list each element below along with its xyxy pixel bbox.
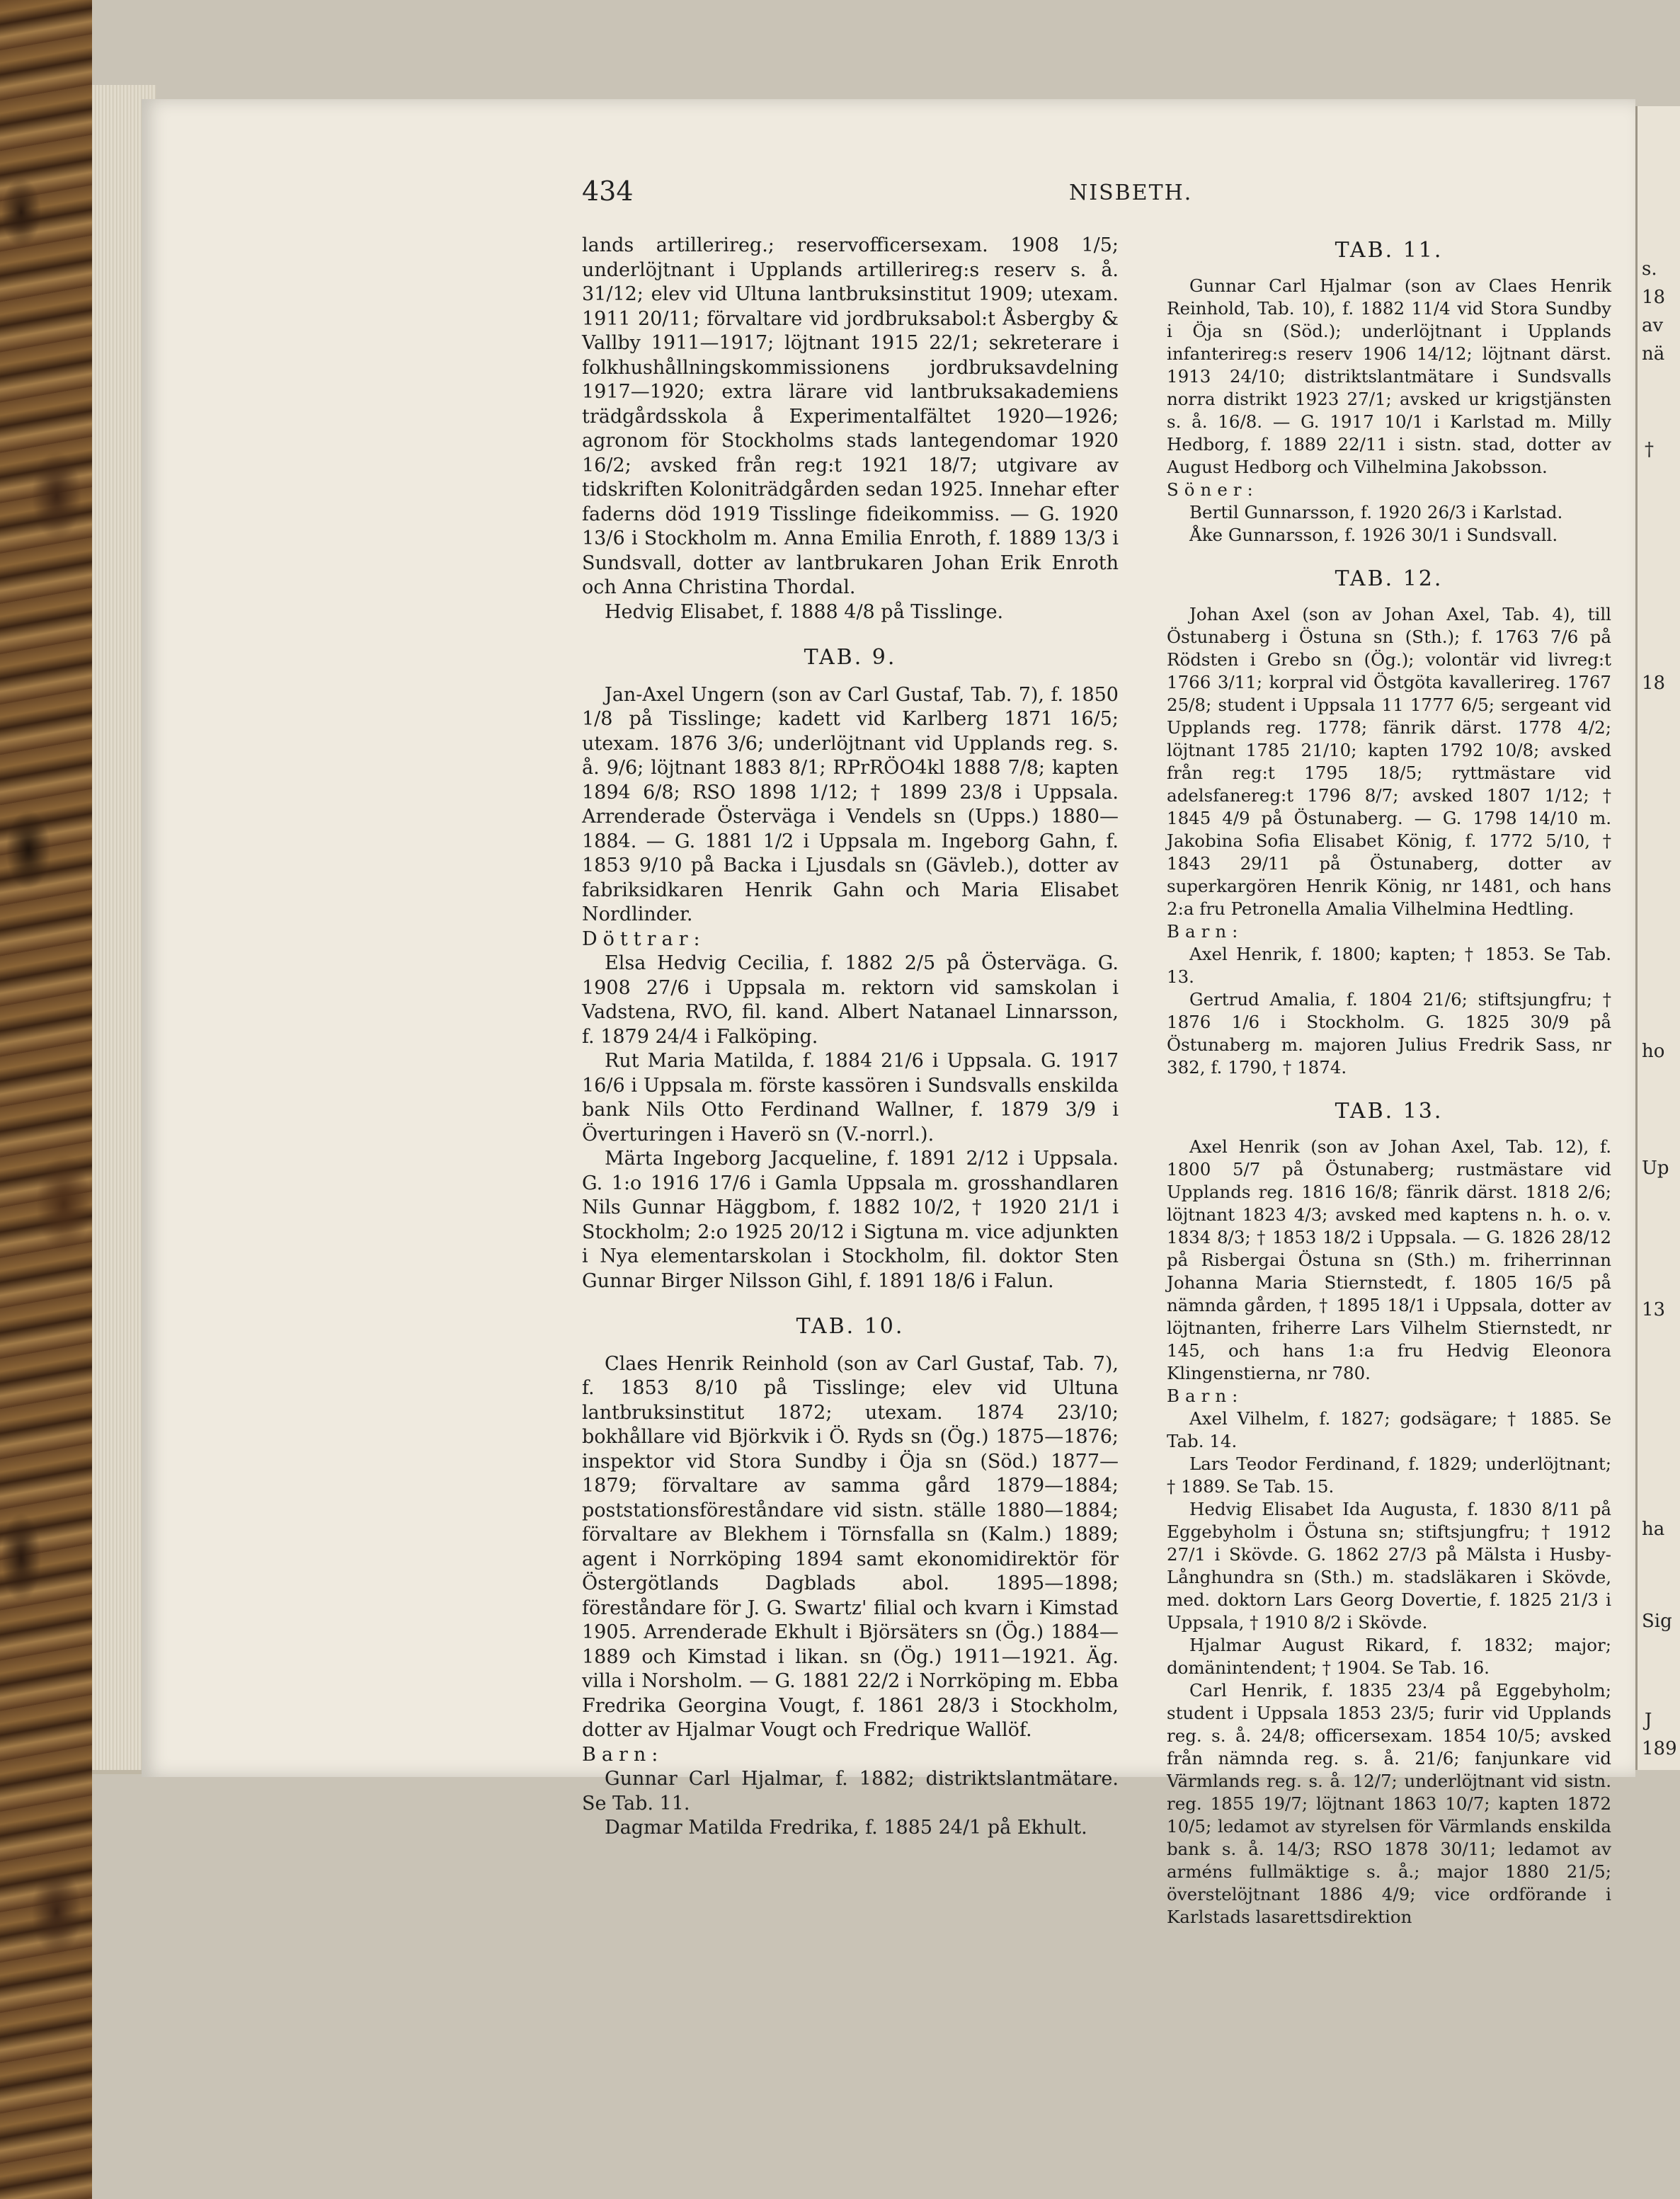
left-column — [582, 234, 1119, 1841]
tab-11-children-label: Söner: — [1167, 479, 1259, 500]
next-page-edge — [1635, 106, 1680, 1770]
intro-paragraph: lands artillerireg.; reservofficersexam. 1908 1/5; underlöjtnant i Upplands artillerireg:s reserv s. å. 31/12; elev vid Ultuna lantbruksinstitut 1909; utexam. 1911 20/11; förvaltare vid jordbruksabol:t Åsbergby & Vallby 1911—1917; löjtnant 1915 22/1; sekreterare i folkhushållningskommissionens jordbruksavdelning 1917—1920; extra lärare vid lantbruksakademiens trädgårdsskola å Experimentalfältet 1920—1926; agronom för Stockholms stads lantegendomar 1920 16/2; avsked från reg:t 1921 18/7; utgivare av tidskriften Koloniträdgården sedan 1925. Innehar efter faderns död 1919 Tisslinge fideikommiss. — G. 1920 13/6 i Stockholm m. Anna Emilia Enroth, f. 1889 13/3 i Sundsvall, dotter av lantbrukaren Johan Erik Enroth och Anna Christina Thordal. — [582, 234, 1119, 598]
margin-mark: ho — [1642, 1041, 1665, 1062]
tab-9-child: Märta Ingeborg Jacqueline, f. 1891 2/12 i Uppsala. G. 1:o 1916 17/6 i Gamla Uppsala m. grosshandlaren Nils Gunnar Häggbom, f. 1882 10/2, † 1920 21/1 i Stockholm; 2:o 1925 20/12 i Sigtuna m. vice adjunkten i Nya elementarskolan i Stockholm, fil. doktor Sten Gunnar Birger Nilsson Gihl, f. 1891 18/6 i Falun. — [582, 1148, 1119, 1292]
tab-9-children-label: Döttrar: — [582, 927, 706, 950]
tab-13-child: Carl Henrik, f. 1835 23/4 på Eggebyholm; student i Uppsala 1853 23/5; furir vid Upplands reg. s. å. 24/8; officersexam. 1854 10/5; avsked från nämnda reg. s. å. 21/6; fanjunkare vid Värmlands reg. s. å. 12/7; underlöjtnant vid sistn. reg. 1855 19/7; löjtnant 1863 10/7; kapten 1872 10/5; ledamot av styrelsen för Värmlands enskilda bank s. å. 14/3; RSO 1878 30/11; ledamot av arméns fullmäktige s. å.; major 1880 21/5; överstelöjtnant 1886 4/9; vice ordförande i Karlstads lasarettsdirektion — [1167, 1680, 1611, 1927]
tab-9-child: Elsa Hedvig Cecilia, f. 1882 2/5 på Österväga. G. 1908 27/6 i Uppsala m. rektorn vid samskolan i Vadstena, RVO, fil. kand. Albert Natanael Linnarsson, f. 1879 24/4 i Falköping. — [582, 952, 1119, 1048]
margin-mark: 189 — [1642, 1738, 1677, 1759]
tab-10-heading: TAB. 10. — [796, 1314, 905, 1339]
tab-12-child: Gertrud Amalia, f. 1804 21/6; stiftsjungfru; † 1876 1/6 i Stockholm. G. 1825 30/9 på Östunaberg m. majoren Julius Fredrik Sass, nr 382, f. 1790, † 1874. — [1167, 989, 1611, 1078]
tab-12-heading: TAB. 12. — [1335, 566, 1444, 591]
tab-11-entry: Gunnar Carl Hjalmar (son av Claes Henrik Reinhold, Tab. 10), f. 1882 11/4 vid Stora Sundby i Öja sn (Söd.); underlöjtnant i Upplands infanterireg:s reserv 1906 14/12; löjtnant därst. 1913 24/10; distriktslantmätare i Sundsvalls norra distrikt 1923 27/1; avsked ur krigstjänsten s. å. 16/8. — G. 1917 10/1 i Karlstad m. Milly Hedborg, f. 1889 22/11 i sistn. stad, dotter av August Hedborg och Vilhelmina Jakobsson. — [1167, 275, 1611, 477]
tab-9-heading: TAB. 9. — [804, 645, 897, 670]
margin-mark: av — [1642, 315, 1664, 336]
running-header: NISBETH. — [1069, 181, 1193, 205]
tab-13-child: Lars Teodor Ferdinand, f. 1829; underlöjtnant; † 1889. Se Tab. 15. — [1167, 1453, 1611, 1497]
margin-mark: † — [1645, 439, 1654, 460]
tab-9-entry: Jan-Axel Ungern (son av Carl Gustaf, Tab. 7), f. 1850 1/8 på Tisslinge; kadett vid Karlberg 1871 16/5; utexam. 1876 3/6; underlöjtnant vid Upplands reg. s. å. 9/6; löjtnant 1883 8/1; RPrRÖO4kl 1888 7/8; kapten 1894 6/8; RSO 1898 1/12; † 1899 23/8 i Uppsala. Arrenderade Österväga i Vendels sn (Upps.) 1880—1884. — G. 1881 1/2 i Uppsala m. Ingeborg Gahn, f. 1853 9/10 på Backa i Ljusdals sn (Gävleb.), dotter av fabriksidkaren Henrik Gahn och Maria Elisabet Nordlinder. — [582, 683, 1119, 925]
tab-13-child: Hedvig Elisabet Ida Augusta, f. 1830 8/11 på Eggebyholm i Östuna sn; stiftsjungfru; † 1912 27/1 i Skövde. G. 1862 27/3 på Mälsta i Husby-Långhundra sn (Sth.) m. stadsläkaren i Skövde, med. doktorn Lars Georg Dovertie, f. 1825 21/3 i Uppsala, † 1910 8/2 i Skövde. — [1167, 1499, 1611, 1633]
tab-13-children-label: Barn: — [1167, 1386, 1244, 1406]
tab-11-heading: TAB. 11. — [1335, 238, 1444, 263]
intro-child: Hedvig Elisabet, f. 1888 4/8 på Tisslinge. — [605, 600, 1004, 623]
tab-13-heading: TAB. 13. — [1335, 1099, 1444, 1124]
tab-10-children-label: Barn: — [582, 1743, 664, 1766]
page-number: 434 — [582, 176, 634, 207]
tab-13-child: Hjalmar August Rikard, f. 1832; major; domänintendent; † 1904. Se Tab. 16. — [1167, 1635, 1611, 1678]
marbled-book-edge — [0, 0, 92, 2199]
margin-mark: 18 — [1642, 673, 1666, 694]
tab-11-child: Bertil Gunnarsson, f. 1920 26/3 i Karlstad. — [1189, 502, 1563, 522]
margin-mark: nä — [1642, 343, 1665, 365]
tab-11-child: Åke Gunnarsson, f. 1926 30/1 i Sundsvall. — [1189, 525, 1558, 545]
margin-mark: Sig — [1642, 1611, 1672, 1632]
margin-mark: 13 — [1642, 1299, 1666, 1320]
tab-12-entry: Johan Axel (son av Johan Axel, Tab. 4), till Östunaberg i Östuna sn (Sth.); f. 1763 7/6 på Rödsten i Grebo sn (Ög.); volontär vid livreg:t 1766 3/11; korpral vid Östgöta kavallerireg. 1767 25/8; student i Uppsala 11 1777 6/5; sergeant vid Upplands reg. 1778; fänrik därst. 1778 4/2; löjtnant 1785 21/10; kapten 1792 10/8; avsked från reg:t 1795 18/5; ryttmästare vid adelsfanereg:t 1796 8/7; avsked 1807 1/12; † 1845 4/9 på Östunaberg. — G. 1798 14/10 m. Jakobina Sofia Elisabet König, f. 1772 5/10, † 1843 29/11 på Östunaberg, dotter av superkargören Henrik König, nr 1481, och hans 2:a fru Petronella Amalia Vilhelmina Hedtling. — [1167, 604, 1611, 919]
margin-mark: s. — [1642, 258, 1657, 280]
tab-12-children-label: Barn: — [1167, 921, 1244, 942]
margin-mark: Up — [1642, 1158, 1669, 1179]
margin-mark: ha — [1642, 1519, 1665, 1540]
tab-10-child: Dagmar Matilda Fredrika, f. 1885 24/1 på Ekhult. — [605, 1817, 1087, 1839]
tab-12-child: Axel Henrik, f. 1800; kapten; † 1853. Se Tab. 13. — [1167, 944, 1611, 987]
tab-13-child: Axel Vilhelm, f. 1827; godsägare; † 1885. Se Tab. 14. — [1167, 1408, 1611, 1451]
tab-13-entry: Axel Henrik (son av Johan Axel, Tab. 12), f. 1800 5/7 på Östunaberg; rustmästare vid Upplands reg. 1816 16/8; fänrik därst. 1818 2/6; löjtnant 1823 4/3; avsked med kaptens n. h. o. v. 1834 8/3; † 1853 18/2 i Uppsala. — G. 1826 28/12 på Risbergai Östuna sn (Sth.) m. friherrinnan Johanna Maria Stiernstedt, f. 1805 16/5 på nämnda gården, † 1895 18/1 i Uppsala, dotter av löjtnanten, friherre Lars Vilhelm Stiernstedt, nr 145, och hans 1:a fru Hedvig Eleonora Klingenstierna, nr 780. — [1167, 1136, 1611, 1383]
tab-10-entry: Claes Henrik Reinhold (son av Carl Gustaf, Tab. 7), f. 1853 8/10 på Tisslinge; elev vid Ultuna lantbruksinstitut 1872; utexam. 1874 23/10; bokhållare vid Björkvik i Ö. Ryds sn (Ög.) 1875—1876; inspektor vid Stora Sundby i Öja sn (Söd.) 1877—1879; förvaltare av samma gård 1879—1884; poststationsföreståndare vid sistn. ställe 1880—1884; förvaltare av Blekhem i Törnsfalla sn (Kalm.) 1889; agent i Norrköping 1894 samt ekonomidirektör för Östergötlands Dagblads abol. 1895—1898; föreståndare för J. G. Swartz' filial och kvarn i Kimstad 1905. Arrenderade Ekhult i Björsäters sn (Ög.) 1884—1889 och Kimstad i likan. sn (Ög.) 1911—1921. Äg. villa i Norsholm. — G. 1881 22/2 i Norrköping m. Ebba Fredrika Georgina Vougt, f. 1861 28/3 i Stockholm, dotter av Hjalmar Vougt och Fredrique Wallöf. — [582, 1352, 1119, 1741]
tab-10-child: Gunnar Carl Hjalmar, f. 1882; distriktslantmätare. Se Tab. 11. — [582, 1768, 1119, 1815]
tab-9-child: Rut Maria Matilda, f. 1884 21/6 i Uppsala. G. 1917 16/6 i Uppsala m. förste kassören i Sundsvalls enskilda bank Nils Otto Ferdinand Wallner, f. 1879 3/9 i Överturingen i Haverö sn (V.-norrl.). — [582, 1050, 1119, 1146]
right-column — [1167, 234, 1611, 1929]
margin-mark: 18 — [1642, 287, 1666, 308]
margin-mark: J — [1645, 1710, 1652, 1731]
